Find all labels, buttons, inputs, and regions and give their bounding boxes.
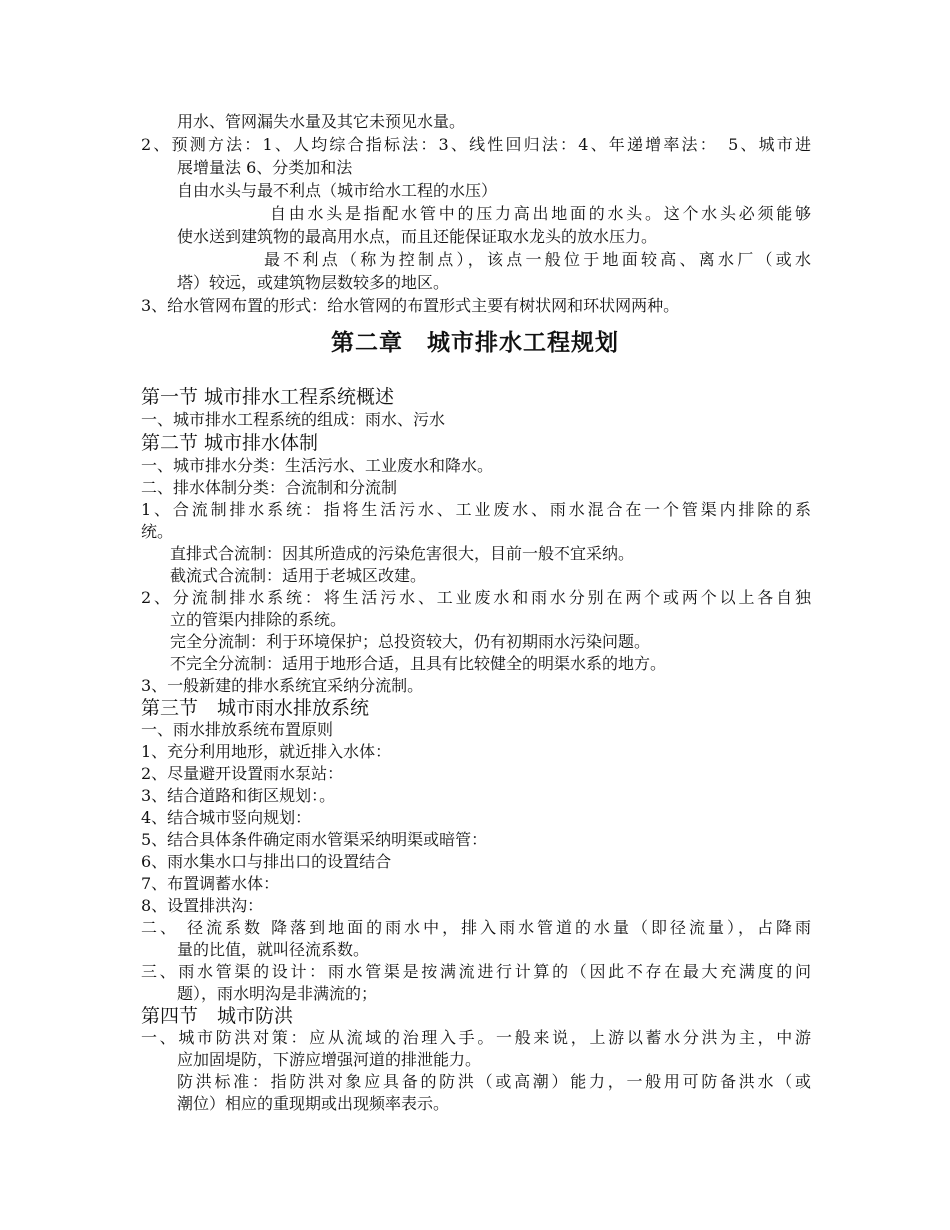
- paragraph-line: 不完全分流制：适用于地形合适，且具有比较健全的明渠水系的地方。: [170, 654, 667, 673]
- paragraph-line: 防洪标准：指防洪对象应具备的防洪（或高潮）能力，一般用可防备洪水（或: [177, 1072, 811, 1091]
- paragraph-line: 3、一般新建的排水系统宜采纳分流制。: [141, 676, 424, 695]
- paragraph-line: 2、尽量避开设置雨水泵站：: [141, 764, 344, 783]
- paragraph-line: 7、布置调蓄水体：: [141, 874, 280, 893]
- paragraph-line: 一、城市排水分类：生活污水、工业废水和降水。: [141, 456, 494, 475]
- paragraph-line: 8、设置排洪沟：: [141, 896, 264, 915]
- paragraph-line: 4、结合城市竖向规划：: [141, 808, 312, 827]
- paragraph-line: 6、雨水集水口与排出口的设置结合: [141, 852, 392, 871]
- paragraph-line: 3、给水管网布置的形式：给水管网的布置形式主要有树状网和环状网两种。: [141, 296, 680, 315]
- paragraph-line: 最不利点（称为控制点），该点一般位于地面较高、离水厂（或水: [264, 250, 811, 269]
- paragraph-line: 量的比值，就叫径流系数。: [177, 940, 370, 959]
- section-title: 第四节 城市防洪: [141, 1005, 294, 1027]
- paragraph-line: 立的管渠内排除的系统。: [170, 610, 347, 629]
- paragraph-line: 1、充分利用地形，就近排入水体：: [141, 742, 392, 761]
- paragraph-line: 自由水头与最不利点（城市给水工程的水压）: [177, 181, 498, 200]
- paragraph-line: 完全分流制：利于环境保护；总投资较大，仍有初期雨水污染问题。: [170, 632, 651, 651]
- paragraph-line: 2、预测方法：1、人均综合指标法：3、线性回归法：4、年递增率法： 5、城市进: [141, 135, 811, 154]
- paragraph-line: 展增量法 6、分类加和法: [177, 158, 353, 177]
- paragraph-line: 5、结合具体条件确定雨水管渠采纳明渠或暗管：: [141, 830, 488, 849]
- paragraph-line: 二、 径流系数 降落到地面的雨水中，排入雨水管道的水量（即径流量），占降雨: [141, 918, 811, 937]
- section-title: 第一节 城市排水工程系统概述: [141, 386, 395, 408]
- paragraph-line: 应加固堤防，下游应增强河道的排泄能力。: [177, 1050, 482, 1069]
- paragraph-line: 二、排水体制分类：合流制和分流制: [141, 478, 398, 497]
- paragraph-line: 塔）较远，或建筑物层数较多的地区。: [177, 273, 450, 292]
- section-title: 第二节 城市排水体制: [141, 432, 319, 454]
- paragraph-line: 三、雨水管渠的设计：雨水管渠是按满流进行计算的（因此不存在最大充满度的问: [141, 962, 811, 981]
- paragraph-line: 用水、管网漏失水量及其它未预见水量。: [177, 112, 466, 131]
- chapter-title: 第二章 城市排水工程规划: [331, 330, 619, 356]
- paragraph-line: 1、合流制排水系统：指将生活污水、工业废水、雨水混合在一个管渠内排除的系: [141, 500, 811, 519]
- paragraph-line: 3、结合道路和街区规划：。: [141, 786, 336, 805]
- paragraph-line: 一、雨水排放系统布置原则: [141, 720, 334, 739]
- paragraph-line: 一、城市防洪对策：应从流域的治理入手。一般来说，上游以蓄水分洪为主，中游: [141, 1028, 811, 1047]
- section-title: 第三节 城市雨水排放系统: [141, 697, 370, 719]
- paragraph-line: 截流式合流制：适用于老城区改建。: [170, 566, 427, 585]
- paragraph-line: 使水送到建筑物的最高用水点，而且还能保证取水龙头的放水压力。: [177, 227, 658, 246]
- paragraph-line: 自由水头是指配水管中的压力高出地面的水头。这个水头必须能够: [270, 204, 811, 223]
- paragraph-line: 潮位）相应的重现期或出现频率表示。: [177, 1094, 450, 1113]
- paragraph-line: 2、分流制排水系统：将生活污水、工业废水和雨水分别在两个或两个以上各自独: [141, 588, 811, 607]
- paragraph-line: 直排式合流制：因其所造成的污染危害很大，目前一般不宜采纳。: [170, 544, 635, 563]
- paragraph-line: 一、城市排水工程系统的组成：雨水、污水: [141, 410, 446, 429]
- paragraph-line: 题），雨水明沟是非满流的；: [177, 984, 378, 1003]
- paragraph-line: 统。: [141, 522, 174, 541]
